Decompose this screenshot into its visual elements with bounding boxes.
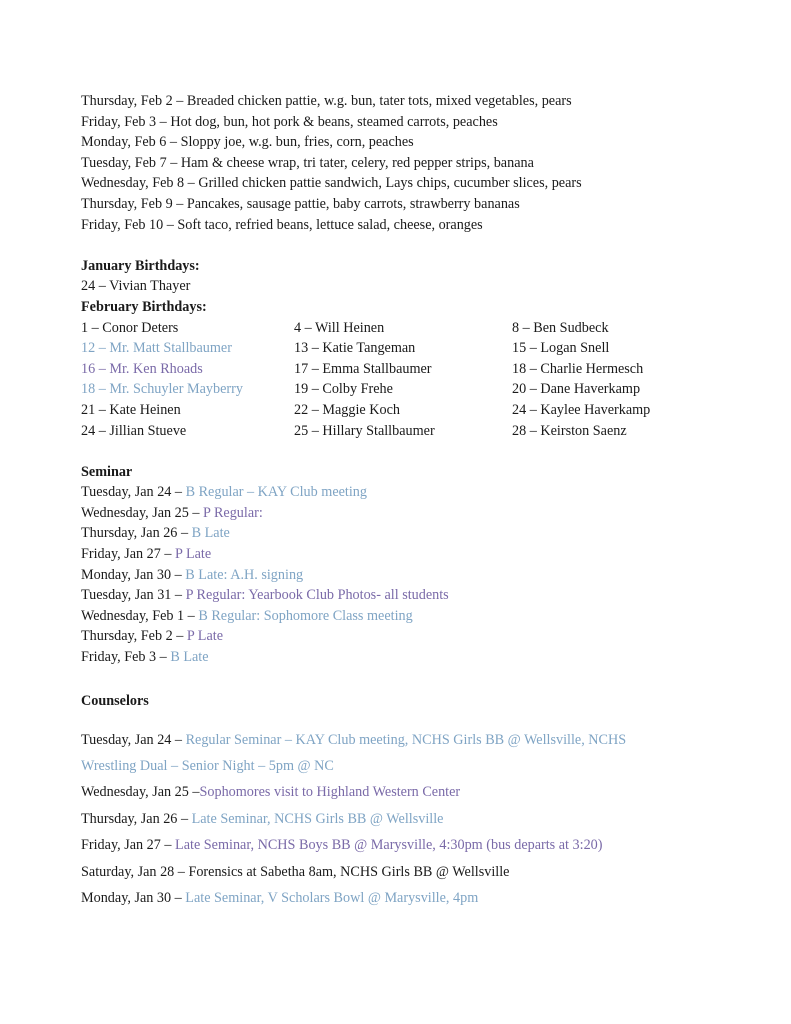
seminar-detail: P Late [186,628,223,645]
counselor-row [81,832,761,858]
seminar-detail: P Late [175,546,212,563]
birthday-entry: 4 – Will Heinen [294,319,385,336]
birthday-column-1 [81,318,294,442]
seminar-day: Tuesday, Jan 31 – [81,587,186,604]
seminar-detail: B Regular: Sophomore Class meeting [198,607,413,624]
counselor-detail: Regular Seminar – KAY Club meeting, NCHS Girls BB @ Wellsville, NCHS [185,731,627,748]
seminar-detail: B Regular – KAY Club meeting [185,484,367,501]
menu-line: Wednesday, Feb 8 – Grilled chicken pattie sandwich, Lays chips, cucumber slices, pears [81,175,582,192]
counselor-day: Friday, Jan 27 – [81,837,176,854]
menu-line: Friday, Feb 3 – Hot dog, bun, hot pork & beans, steamed carrots, peaches [81,113,498,130]
seminar-detail: B Late: A.H. signing [185,566,304,583]
counselor-row [81,806,761,832]
counselor-day: Wednesday, Jan 25 – [81,784,200,801]
birthday-entry: 24 – Kaylee Haverkamp [512,401,651,418]
birthday-entry: 22 – Maggie Koch [294,401,400,418]
counselor-detail: Wrestling Dual – Senior Night – 5pm @ NC [81,758,334,774]
seminar-day: Wednesday, Feb 1 – [81,607,199,624]
counselor-day: Tuesday, Jan 24 – [81,731,186,748]
seminar-day: Friday, Jan 27 – [81,546,176,563]
seminar-day: Thursday, Feb 2 – [81,628,187,645]
birthday-entry: 12 – Mr. Matt Stallbaumer [81,340,232,357]
seminar-day: Friday, Feb 3 – [81,649,171,666]
seminar-row [81,503,761,524]
seminar-day: Thursday, Jan 26 – [81,525,192,542]
counselor-row [81,753,761,779]
counselors-heading: Counselors [81,693,149,710]
seminar-detail: P Regular: Yearbook Club Photos- all students [185,587,449,604]
counselor-detail: Late Seminar, V Scholars Bowl @ Marysville, 4pm [185,889,479,906]
document-page [81,91,761,911]
seminar-day: Wednesday, Jan 25 – [81,504,204,521]
lunch-menu [81,91,761,235]
birthday-entry: 24 – Vivian Thayer [81,278,191,295]
birthday-entry: 8 – Ben Sudbeck [512,319,609,336]
seminar-row [81,606,761,627]
february-birthdays-grid [81,318,761,442]
counselors-section [81,688,761,911]
january-birthdays-heading: January Birthdays: [81,257,200,274]
counselor-row [81,885,761,911]
seminar-row [81,482,761,503]
seminar-day: Monday, Jan 30 – [81,566,186,583]
menu-line: Thursday, Feb 2 – Breaded chicken pattie, w.g. bun, tater tots, mixed vegetables, pears [81,93,572,109]
birthday-column-3 [512,318,712,442]
seminar-row [81,647,761,668]
february-birthdays-heading: February Birthdays: [81,298,207,315]
february-birthdays [81,297,761,441]
seminar-heading: Seminar [81,463,133,480]
seminar-detail: B Late [170,649,209,666]
counselor-day: Thursday, Jan 26 – [81,810,192,827]
seminar-day: Tuesday, Jan 24 – [81,484,186,501]
counselor-day: Saturday, Jan 28 – Forensics at Sabetha 8am, NCHS Girls BB @ Wellsville [81,863,510,880]
seminar-detail: B Late [191,525,230,542]
birthday-entry: 24 – Jillian Stueve [81,422,187,439]
counselor-day: Monday, Jan 30 – [81,889,186,906]
counselor-row [81,727,761,753]
birthday-entry: 25 – Hillary Stallbaumer [294,422,435,439]
counselor-detail: Sophomores visit to Highland Western Center [199,784,461,801]
menu-line: Monday, Feb 6 – Sloppy joe, w.g. bun, fries, corn, peaches [81,134,414,151]
birthday-column-2 [294,318,512,442]
birthday-entry: 18 – Charlie Hermesch [512,360,644,377]
counselor-row [81,859,761,885]
counselor-detail: Late Seminar, NCHS Girls BB @ Wellsville [191,810,444,827]
seminar-row [81,523,761,544]
birthday-entry: 15 – Logan Snell [512,340,610,357]
seminar-section [81,462,761,668]
birthday-entry: 20 – Dane Haverkamp [512,381,641,398]
menu-line: Friday, Feb 10 – Soft taco, refried beans, lettuce salad, cheese, oranges [81,216,483,233]
seminar-row [81,544,761,565]
birthday-entry: 28 – Keirston Saenz [512,422,627,439]
seminar-detail: P Regular: [203,504,263,521]
birthday-entry: 21 – Kate Heinen [81,401,181,418]
seminar-row [81,565,761,586]
seminar-row [81,626,761,647]
menu-line: Tuesday, Feb 7 – Ham & cheese wrap, tri tater, celery, red pepper strips, banana [81,154,534,171]
birthday-entry: 13 – Katie Tangeman [294,340,416,357]
birthday-entry: 18 – Mr. Schuyler Mayberry [81,381,243,398]
menu-line: Thursday, Feb 9 – Pancakes, sausage pattie, baby carrots, strawberry bananas [81,195,520,212]
seminar-row [81,585,761,606]
counselor-detail: Late Seminar, NCHS Boys BB @ Marysville, 4:30pm (bus departs at 3:20) [175,837,603,854]
january-birthdays [81,256,761,297]
birthday-entry: 1 – Conor Deters [81,319,179,336]
birthday-entry: 16 – Mr. Ken Rhoads [81,360,203,377]
counselor-row [81,779,761,805]
birthday-entry: 19 – Colby Frehe [294,381,393,398]
birthday-entry: 17 – Emma Stallbaumer [294,360,432,377]
